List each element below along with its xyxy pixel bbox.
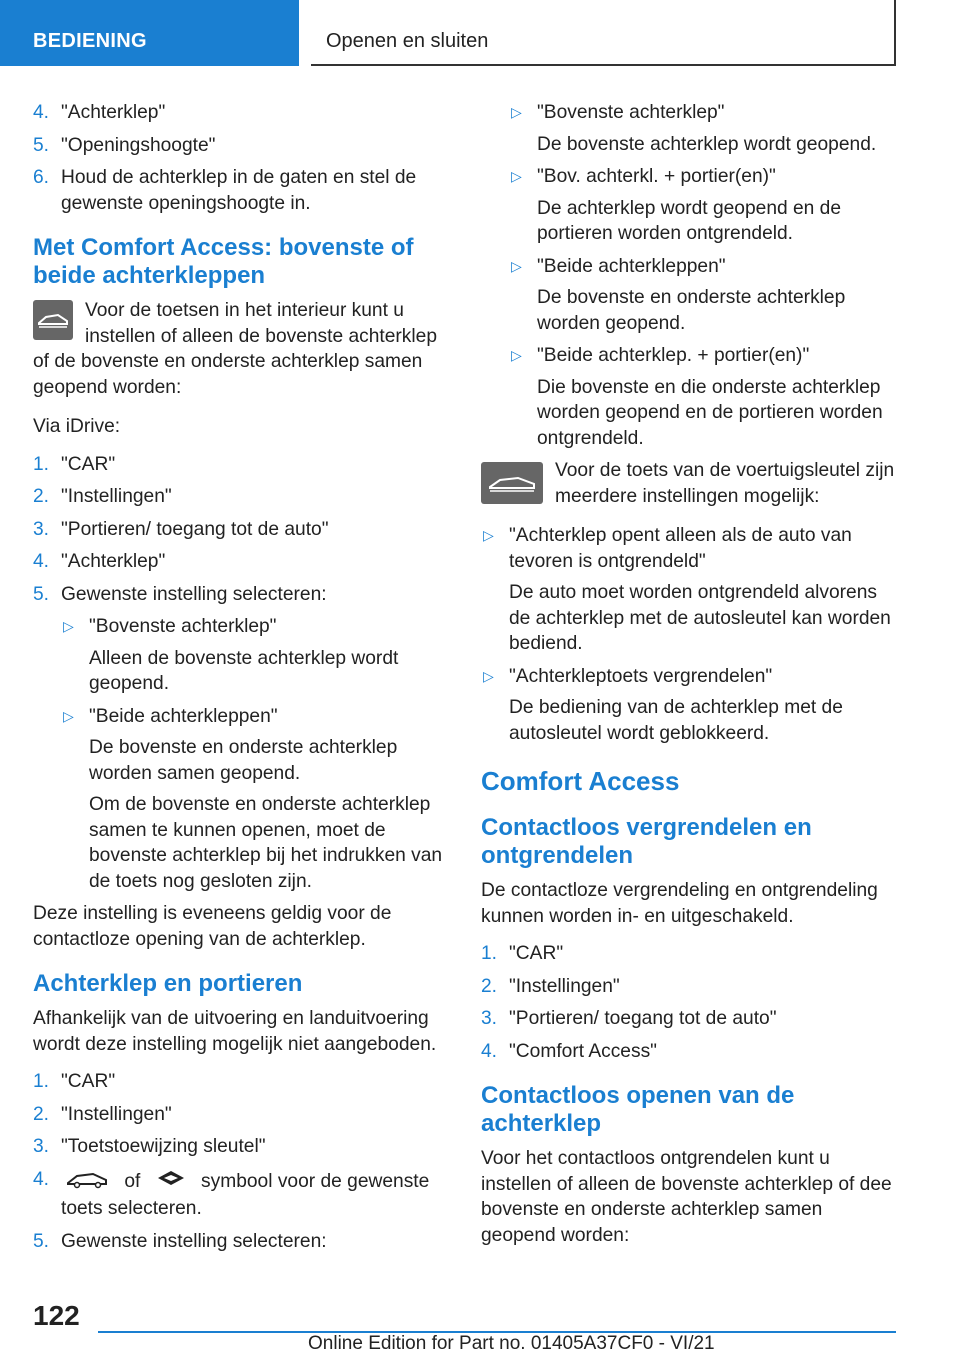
list-item: 3. "Toetstoewijzing sleutel" <box>33 1136 266 1157</box>
section-tab: BEDIENING <box>0 0 299 66</box>
option-item: ▷ "Achterkleptoets vergrendelen" De bediening van de achterklep met de autosleutel wordt geblokkeerd. <box>483 665 843 744</box>
note-contactless: Deze instelling is eveneens geldig voor de contactloze opening van de achterklep. <box>33 903 392 950</box>
steps-list-d <box>481 941 899 1064</box>
list-item: 4. "Comfort Access" <box>481 1040 657 1062</box>
diamond-symbol-icon <box>156 1169 186 1195</box>
list-item: 3. "Portieren/ toegang tot de auto" <box>33 518 329 540</box>
page-footer <box>0 1300 960 1362</box>
left-column <box>33 100 448 1266</box>
intro-contactless-lock: De contactloze vergrendeling en ontgrendeling kunnen worden in- en uitgeschakeld. <box>481 880 878 927</box>
intro-tailgate-doors: Afhankelijk van de uitvoering en landuitvoering wordt deze instelling mogelijk niet aangeboden. <box>33 1008 437 1055</box>
list-item: 1. "CAR" <box>33 1071 116 1092</box>
option-item: ▷ "Beide achterkleppen" De bovenste en onderste achterklep worden samen geopend. Om de bovenste en onderste achterklep samen te kunnen openen, moet de bovenste achterklep bij het indrukken van de toets nog gesloten zijn. <box>63 705 443 892</box>
heading-contactless-open: Contactloos openen van de achterklep <box>481 1082 795 1137</box>
triangle-bullet-icon: ▷ <box>63 707 74 724</box>
interior-button-para: Voor de toetsen in het interieur kunt u instellen of alleen de bovenste achterklep of de bovenste en onderste achterklep samen geopend worden: <box>33 300 438 398</box>
list-item: 5. Gewenste instelling selecteren: ▷ "Bovenste achterklep" Alleen de bovenste achterklep wordt geopend. ▷ "Beide achterkleppen" De bovenste en onderste achterklep worden samen geopend. Om de bovenste en onderste achterklep samen te kunnen openen, moet de bovenste achterklep bij het indrukken van de toets nog gesloten zijn. <box>33 582 448 895</box>
intro-contactless-open: Voor het contactloos ontgrendelen kunt u instellen of alleen de bovenste achterklep of dee bovenste en onderste achterklep samen geopend worden: <box>481 1148 892 1246</box>
page-header <box>0 0 960 66</box>
list-item: 4. of symbool voor de gewenste toets selecteren. <box>33 1168 430 1219</box>
list-item: 5. "Openingshoogte" <box>33 134 216 156</box>
option-list <box>61 614 448 894</box>
heading-tailgate-doors: Achterklep en portieren <box>33 970 303 997</box>
list-item: 6. Houd de achterklep in de gaten en stel de gewenste openingshoogte in. <box>33 167 417 214</box>
right-column <box>481 100 899 1260</box>
key-tailgate-icon <box>481 462 543 504</box>
triangle-bullet-icon: ▷ <box>511 168 522 184</box>
triangle-bullet-icon: ▷ <box>63 618 74 634</box>
option-item: ▷ "Beide achterklep. + portier(en)" Die bovenste en die onderste achterklep worden geopend en de portieren worden ontgrendeld. <box>511 345 883 449</box>
list-item: 4. "Achterklep" <box>33 102 166 123</box>
list-item: 5. Gewenste instelling selecteren: <box>33 1230 327 1252</box>
option-item: ▷ "Bovenste achterklep" De bovenste achterklep wordt geopend. <box>511 102 877 155</box>
option-item: ▷ "Achterklep opent alleen als de auto van tevoren is ontgrendeld" De auto moet worden ontgrendeld alvorens de achterklep met de autosleutel kan worden bediend. <box>483 525 891 654</box>
list-item: 1. "CAR" <box>481 943 564 964</box>
tailgate-option-list <box>481 100 899 451</box>
triangle-bullet-icon: ▷ <box>511 257 522 274</box>
via-idrive: Via iDrive: <box>33 416 121 437</box>
steps-list-b <box>33 452 448 895</box>
list-item: 4. "Achterklep" <box>33 551 166 572</box>
steps-list-a <box>33 100 448 216</box>
triangle-bullet-icon: ▷ <box>511 104 522 120</box>
list-item: 2. "Instellingen" <box>33 486 172 507</box>
triangle-bullet-icon: ▷ <box>483 527 494 543</box>
car-tailgate-icon <box>65 1167 109 1197</box>
list-item: 1. "CAR" <box>33 453 116 475</box>
tailgate-button-icon <box>33 300 73 340</box>
chapter-title: Openen en sluiten <box>311 0 896 66</box>
heading-comfort-access: Comfort Access <box>481 766 680 796</box>
option-item: ▷ "Bov. achterkl. + portier(en)" De achterklep wordt geopend en de portieren worden ontgrendeld. <box>511 166 842 244</box>
page-number: 122 <box>33 1300 80 1331</box>
key-option-list <box>481 523 899 746</box>
heading-comfort-tailgates: Met Comfort Access: bovenste of beide achterkleppen <box>33 234 414 289</box>
triangle-bullet-icon: ▷ <box>511 347 522 363</box>
triangle-bullet-icon: ▷ <box>483 667 494 684</box>
list-item: 3. "Portieren/ toegang tot de auto" <box>481 1008 777 1029</box>
heading-contactless-lock: Contactloos vergrendelen en ontgrendelen <box>481 814 812 869</box>
steps-list-c <box>33 1069 448 1254</box>
list-item: 2. "Instellingen" <box>481 975 620 997</box>
option-item: ▷ "Bovenste achterklep" Alleen de bovenste achterklep wordt geopend. <box>63 616 399 694</box>
edition-note: Online Edition for Part no. 01405A37CF0 - VI/21 <box>308 1333 715 1354</box>
list-item: 2. "Instellingen" <box>33 1103 172 1125</box>
option-item: ▷ "Beide achterkleppen" De bovenste en onderste achterklep worden geopend. <box>511 255 846 334</box>
key-button-para: Voor de toets van de voertuigsleutel zijn meerdere instellingen mogelijk: <box>481 458 899 509</box>
